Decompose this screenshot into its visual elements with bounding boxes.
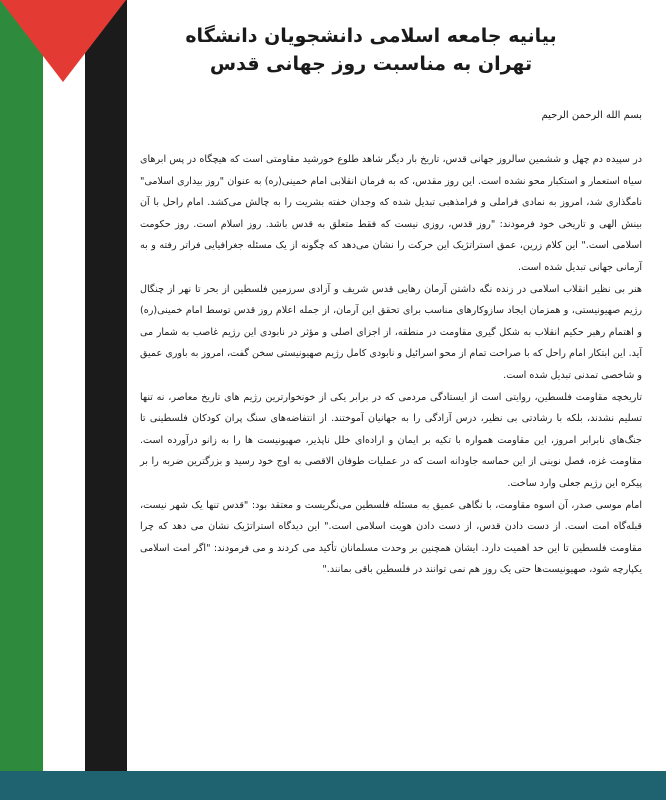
flag-green-stripe (0, 0, 43, 771)
flag-white-stripe (43, 0, 85, 771)
statement-content (140, 18, 642, 581)
flag-red-triangle (0, 0, 126, 82)
palestine-flag (0, 0, 127, 771)
paragraph-1: در سپیده دم چهل و ششمین سالروز جهانی قدس، تاریخ بار دیگر شاهد طلوع خورشید مقاومتی است که هیچگاه در پس ابرهای سیاه استعمار و استکبار محو نشده است. این روز مقدس، که به فرمان انقلابی امام خمینی(ره) به عنوان "روز بیداری اسلامی" نامگذاری شد، امروز به نمادی فراملی و فرامذهبی تبدیل شده که وجدان خفته بشریت را به چالش می‌کشد. امام راحل با آن بینش الهی و تاریخی خود فرمودند: "روز قدس، روزی نیست که فقط متعلق به قدس باشد. روز اسلام است. روز حکومت اسلامی است." این کلام زرین، عمق استراتژیک این حرکت را نشان می‌دهد که چگونه از یک مسئله جغرافیایی فراتر رفته و به آرمانی جهانی تبدیل شده است. (140, 154, 642, 273)
statement-title: بیانیه جامعه اسلامی دانشجویان دانشگاه تهران به مناسبت روز جهانی قدس (185, 25, 557, 75)
paragraph-3: تاریخچه مقاومت فلسطین، روایتی است از ایستادگی مردمی که در برابر یکی از خونخوارترین رژیم های تاریخ معاصر، نه تنها تسلیم نشدند، بلکه با رشادتی بی نظیر، درس آزادگی را به جهانیان آموختند. از انتفاضه‌های سنگ پران کودکان فلسطینی تا جنگ‌های نابرابر امروز، این مقاومت همواره با تکیه بر ایمان و اراده‌ای خلل ناپذیر، صهیونیست ها را به زانو درآورده است. مقاومت غزه، فصل نوینی از این حماسه جاودانه است که در عملیات طوفان الاقصی به اوج خود رسید و بزرگترین ضربه را بر پیکره این رژیم جعلی وارد ساخت. (140, 391, 642, 489)
bismillah: بسم الله الرحمن الرحیم (541, 110, 642, 121)
paragraph-2: هنر بی نظیر انقلاب اسلامی در زنده نگه داشتن آرمان رهایی قدس شریف و آزادی سرزمین فلسطین از بحر تا نهر از چنگال رژیم صهیونیستی، و همزمان ایجاد سازوکارهای مناسب برای تحقق این آرمان، از جمله اعلام روز قدس توسط امام خمینی(ره) و اهتمام رهبر حکیم انقلاب به شکل گیری مقاومت در منطقه، از اجزای اصلی و مؤثر در نابودی این رژیم غاصب به شمار می آید. این ابتکار امام راحل که با صراحت تمام از محو اسرائیل و نابودی کامل رژیم صهیونیستی سخن گفت، امروز به باوری عمیق و شاخصی تمدنی تبدیل شده است. (140, 283, 642, 381)
paragraph-4: امام موسی صدر، آن اسوه مقاومت، با نگاهی عمیق به مسئله فلسطین می‌نگریست و معتقد بود: "قدس تنها یک شهر نیست، قبله‌گاه امت است. از دست دادن قدس، از دست دادن هویت اسلامی است." این دیدگاه استراتژیک نشان می دهد که چرا مقاومت فلسطین تا این حد اهمیت دارد. ایشان همچنین بر وحدت مسلمانان تأکید می کردند و می فرمودند: "اگر امت اسلامی یکپارچه شود، صهیونیست‌ها حتی یک روز هم نمی توانند در فلسطین باقی بمانند." (140, 499, 642, 576)
flag-black-stripe (85, 0, 127, 771)
footer-band (0, 771, 666, 800)
